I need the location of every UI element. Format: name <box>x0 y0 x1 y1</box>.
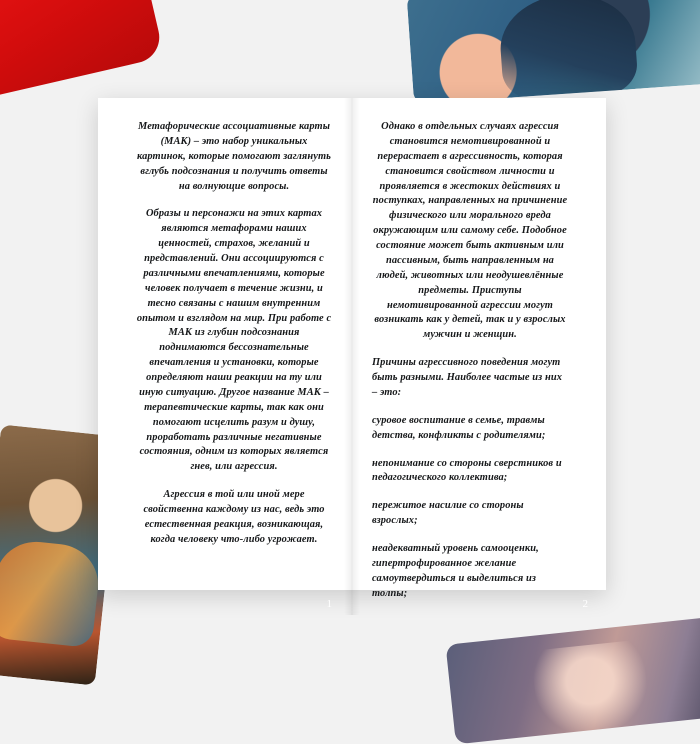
booklet <box>98 98 606 610</box>
list-item: неадекватный уровень самооценки, гипертрофированное желание самоутвердиться и выделиться из толпы; <box>372 543 539 599</box>
paragraph: Образы и персонажи на этих картах являются метафорами наших ценностей, страхов, желаний и представлений. Они ассоциируются с различными впечатлениями, которые человек получает в течение жизни, и тесно связаны с нашим внутренним опытом и взглядом на мир. При работе с МАК из глубин подсознания поднимаются бессознательные впечатления и установки, которые определяют наши реакции на ту или иную ситуацию. Другое название МАК – терапевтические карты, так как они помогают исцелить разум и душу, проработать различные негативные состояния, одним из которых является гнев, или агрессия. <box>136 208 332 473</box>
page-number-left: 1 <box>326 597 332 610</box>
paragraph: Причины агрессивного поведения могут быть разными. Наиболее частые из них – это: <box>372 357 563 398</box>
decor-card-bottom-right <box>446 616 700 744</box>
list-item: непонимание со стороны сверстников и педагогического коллектива; <box>372 457 562 484</box>
page-number-right: 2 <box>582 597 588 610</box>
paragraph: Агрессия в той или иной мере свойственна каждому из нас, ведь это естественная реакция, возникающая, когда человеку что-либо угрожает. <box>143 489 325 545</box>
decor-red-card <box>0 0 164 99</box>
page-left <box>116 120 352 615</box>
page-right <box>352 120 588 615</box>
decor-card-top-right <box>407 0 700 104</box>
list-item: пережитое насилие со стороны взрослых; <box>372 500 524 527</box>
paragraph: Однако в отдельных случаях агрессия становится немотивированной и перерастает в агрессивность, которая становится свойством личности и проявляется в жестоких действиях и поступках, направленных на причинение физического или морального вреда окружающим или самому себе. Подобное состояние может быть активным или пассивным, быть направленным на людей, животных или неодушевлённые предметы. Приступы немотивированной агрессии могут возникать как у детей, так и у взрослых мужчин и женщин. <box>372 121 568 341</box>
booklet-spread <box>98 98 606 615</box>
paragraph: Метафорические ассоциативные карты (МАК) – это набор уникальных картинок, которые помогают заглянуть вглубь подсознания и получить ответы на волнующие вопросы. <box>137 121 331 192</box>
list-item: суровое воспитание в семье, травмы детства, конфликты с родителями; <box>372 414 546 441</box>
